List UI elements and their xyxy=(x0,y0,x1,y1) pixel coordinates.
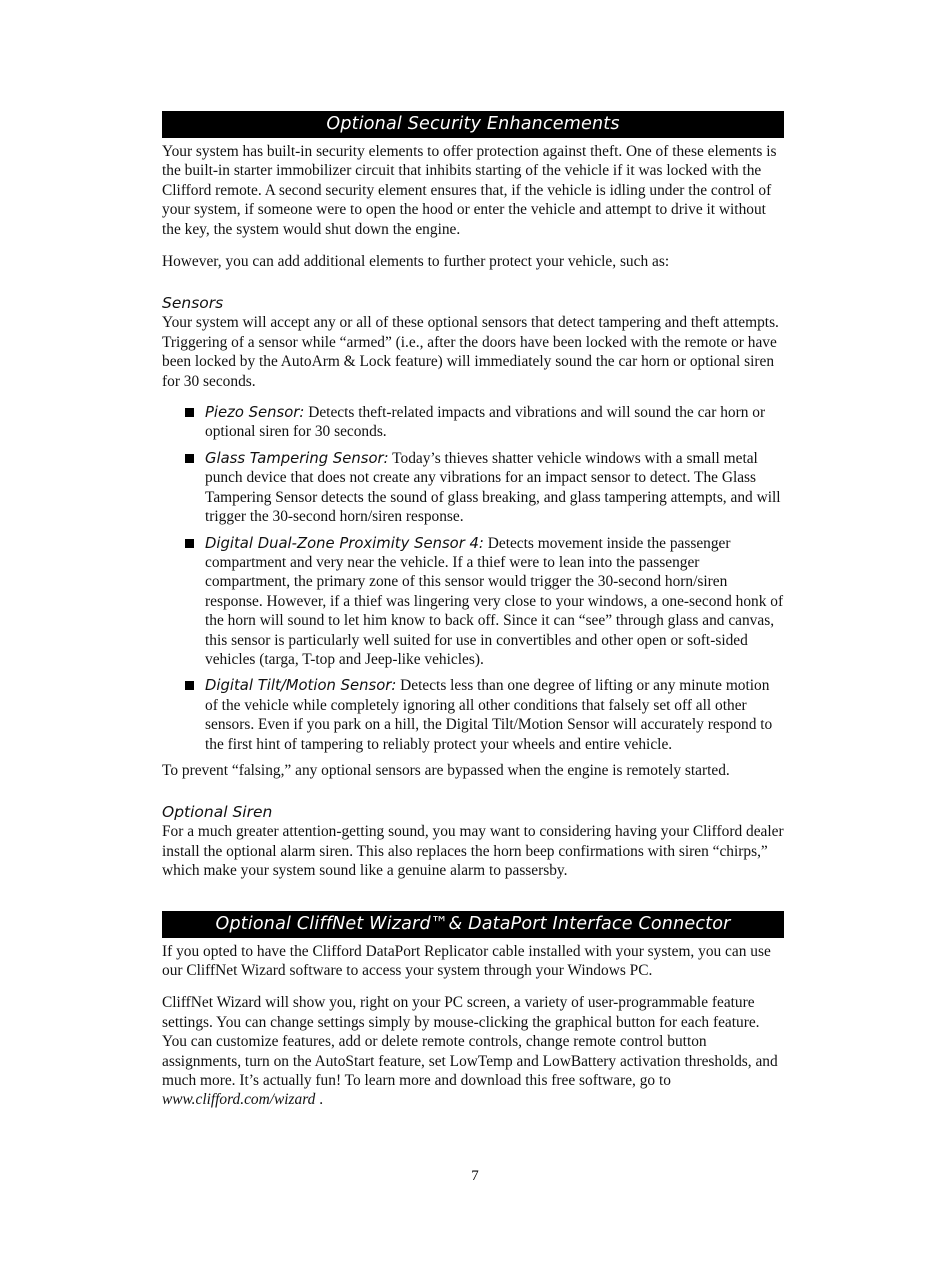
falsing-paragraph: To prevent “falsing,” any optional sensors are bypassed when the engine is remotely started. xyxy=(162,761,730,779)
sensor-term: Digital Tilt/Motion Sensor: xyxy=(205,677,397,695)
manual-page xyxy=(162,111,784,1110)
sensor-description: Detects movement inside the passenger compartment and very near the vehicle. If a thief were to lean into the passenger compartment, the primary zone of this sensor would trigger the 30-second horn/siren response. However, if a thief was lingering very close to your windows, a one-second honk of the horn will sound to let him know to back off. Since it can “see” through glass and canvas, this sensor is particularly well suited for use in convertibles and other open or soft-sided vehicles (targa, T-top and Jeep-like vehicles). xyxy=(205,534,784,668)
sensors-intro-paragraph: Your system will accept any or all of these optional sensors that detect tampering and theft attempts. Triggering of a sensor while “armed” (i.e., after the doors have been locked with the remote or have been locked by the AutoArm & Lock feature) will immediately sound the car horn or optional siren for 30 seconds. xyxy=(162,314,779,390)
additional-elements-paragraph: However, you can add additional elements to further protect your vehicle, such as: xyxy=(162,253,670,271)
square-bullet-icon xyxy=(185,454,194,463)
page-number: 7 xyxy=(471,1168,479,1184)
sensor-term: Piezo Sensor: xyxy=(205,404,305,422)
sensor-list-item xyxy=(162,403,784,442)
square-bullet-icon xyxy=(185,539,194,548)
sensor-term: Glass Tampering Sensor: xyxy=(205,449,389,467)
sensor-list-item xyxy=(162,676,784,754)
sensor-description: Detects less than one degree of lifting or any minute motion of the vehicle while completely ignoring all other conditions that falsely set off all other sensors. Even if you park on a hill, the Digital Tilt/Motion Sensor will accurately respond to the first hint of tampering to reliably protect your wheels and entire vehicle. xyxy=(205,677,773,753)
cliffnet-wizard-text-end: . xyxy=(315,1091,324,1109)
sensor-description: Today’s thieves shatter vehicle windows with a small metal punch device that does not create any vibrations for an impact sensor to detect. The Glass Tampering Sensor detects the sound of glass breaking, and glass tampering attempts, and will trigger the 30-second horn/siren response. xyxy=(205,449,781,526)
sensor-list xyxy=(162,403,784,754)
optional-siren-paragraph: For a much greater attention-getting sound, you may want to considering having your Clifford dealer install the optional alarm siren. This also replaces the horn beep confirmations with siren “chirps,” which make your system sound like a genuine alarm to passersby. xyxy=(162,823,784,880)
dataport-paragraph: If you opted to have the Clifford DataPort Replicator cable installed with your system, you can use our CliffNet Wizard software to access your system through your Windows PC. xyxy=(162,942,771,979)
square-bullet-icon xyxy=(185,681,194,690)
sensor-description: Detects theft-related impacts and vibrations and will sound the car horn or optional siren for 30 seconds. xyxy=(205,404,766,441)
cliffnet-wizard-paragraph xyxy=(162,993,784,1109)
sensors-heading: Sensors xyxy=(162,294,224,313)
section-banner-cliffnet: Optional CliffNet Wizard™& DataPort Interface Connector xyxy=(162,911,784,938)
wizard-url-link[interactable]: www.clifford.com/wizard xyxy=(162,1091,316,1109)
section-banner-security: Optional Security Enhancements xyxy=(162,111,784,138)
sensor-list-item xyxy=(162,449,784,527)
sensor-term: Digital Dual-Zone Proximity Sensor 4: xyxy=(205,534,484,552)
sensor-list-item xyxy=(162,534,784,670)
cliffnet-wizard-text: CliffNet Wizard will show you, right on your PC screen, a variety of user-programmable feature settings. You can change settings simply by mouse-clicking the graphical button for each feature. You can customize features, add or delete remote controls, change remote control button assignments, turn on the AutoStart feature, set LowTemp and LowBattery activation thresholds, and much more. It’s actually fun! To learn more and download this free software, go to xyxy=(162,994,778,1090)
optional-siren-heading: Optional Siren xyxy=(162,803,273,822)
security-intro-paragraph: Your system has built-in security elements to offer protection against theft. One of these elements is the built-in starter immobilizer circuit that inhibits starting of the vehicle if it was locked with the Clifford remote. A second security element ensures that, if the vehicle is idling under the control of your system, if someone were to open the hood or enter the vehicle and attempt to drive it without the key, the system would shut down the engine. xyxy=(162,143,777,238)
square-bullet-icon xyxy=(185,408,194,417)
